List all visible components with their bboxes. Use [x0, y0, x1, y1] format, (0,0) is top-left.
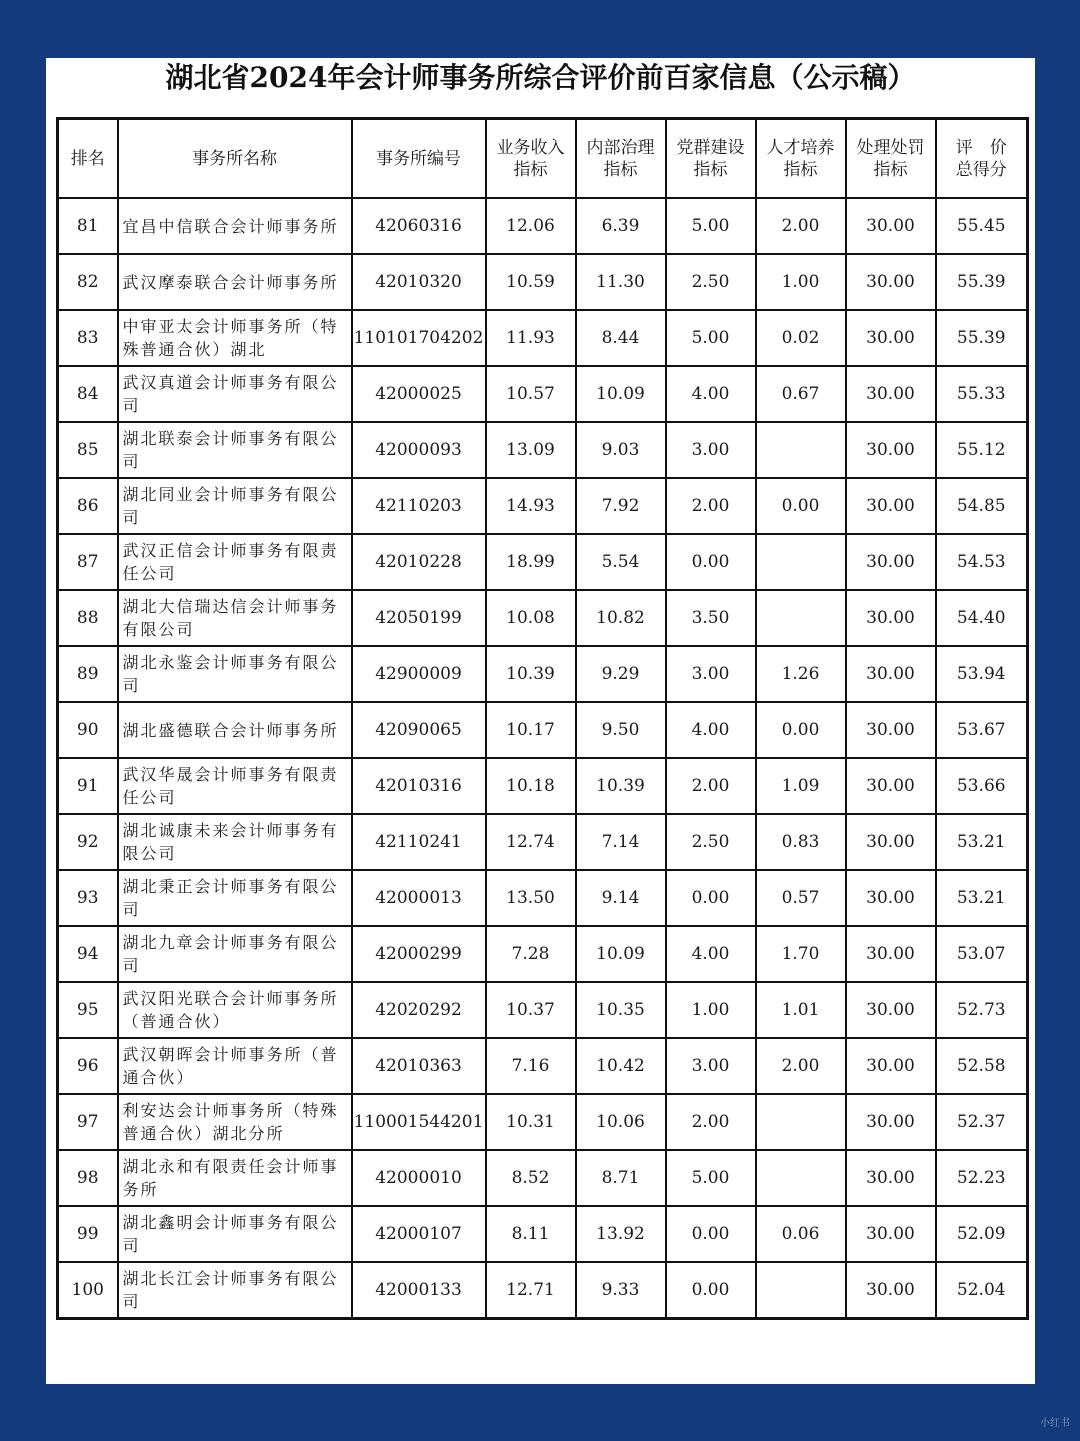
cell-total-score: 53.07	[936, 926, 1028, 982]
header-rank	[58, 119, 118, 199]
cell-rank: 97	[58, 1094, 118, 1150]
cell-governance-index: 10.82	[576, 590, 666, 646]
cell-total-score: 55.45	[936, 198, 1028, 254]
cell-revenue-index: 10.18	[486, 758, 576, 814]
table-row	[58, 534, 1028, 590]
cell-firm-name: 利安达会计师事务所（特殊普通合伙）湖北分所	[118, 1094, 352, 1150]
table-row	[58, 758, 1028, 814]
cell-rank: 85	[58, 422, 118, 478]
header-party-building-index	[666, 119, 756, 199]
header-label: 评 价	[955, 137, 1007, 158]
cell-rank: 89	[58, 646, 118, 702]
cell-party-building-index: 4.00	[666, 926, 756, 982]
cell-firm-name: 武汉华晟会计师事务有限责任公司	[118, 758, 352, 814]
cell-total-score: 52.04	[936, 1262, 1028, 1319]
cell-rank: 94	[58, 926, 118, 982]
cell-firm-id: 42000299	[352, 926, 486, 982]
header-label: 人才培养	[766, 137, 835, 158]
cell-talent-index	[756, 422, 846, 478]
cell-governance-index: 10.42	[576, 1038, 666, 1094]
cell-party-building-index: 3.00	[666, 422, 756, 478]
cell-firm-name: 湖北九章会计师事务有限公司	[118, 926, 352, 982]
cell-talent-index	[756, 1262, 846, 1319]
cell-total-score: 52.09	[936, 1206, 1028, 1262]
cell-rank: 84	[58, 366, 118, 422]
cell-penalty-index: 30.00	[846, 1150, 936, 1206]
header-label: 内部治理	[586, 137, 655, 158]
cell-firm-name: 武汉正信会计师事务有限责任公司	[118, 534, 352, 590]
cell-talent-index: 0.57	[756, 870, 846, 926]
cell-rank: 82	[58, 254, 118, 310]
cell-governance-index: 10.35	[576, 982, 666, 1038]
cell-governance-index: 10.06	[576, 1094, 666, 1150]
cell-total-score: 53.21	[936, 870, 1028, 926]
cell-total-score: 55.33	[936, 366, 1028, 422]
cell-party-building-index: 2.50	[666, 254, 756, 310]
cell-penalty-index: 30.00	[846, 534, 936, 590]
cell-governance-index: 13.92	[576, 1206, 666, 1262]
table-row	[58, 1094, 1028, 1150]
cell-penalty-index: 30.00	[846, 758, 936, 814]
cell-total-score: 52.73	[936, 982, 1028, 1038]
table-header-row	[58, 119, 1028, 199]
cell-penalty-index: 30.00	[846, 590, 936, 646]
cell-revenue-index: 8.52	[486, 1150, 576, 1206]
cell-total-score: 54.53	[936, 534, 1028, 590]
table-row	[58, 870, 1028, 926]
cell-penalty-index: 30.00	[846, 1038, 936, 1094]
cell-governance-index: 9.29	[576, 646, 666, 702]
cell-revenue-index: 7.28	[486, 926, 576, 982]
cell-firm-name: 湖北诚康未来会计师事务有限公司	[118, 814, 352, 870]
cell-firm-id: 42110241	[352, 814, 486, 870]
cell-talent-index: 2.00	[756, 198, 846, 254]
cell-party-building-index: 0.00	[666, 1206, 756, 1262]
header-label: 排名	[70, 148, 105, 169]
cell-talent-index: 0.83	[756, 814, 846, 870]
table-row	[58, 982, 1028, 1038]
cell-firm-id: 42000025	[352, 366, 486, 422]
cell-total-score: 54.85	[936, 478, 1028, 534]
cell-party-building-index: 2.00	[666, 758, 756, 814]
cell-party-building-index: 2.00	[666, 478, 756, 534]
cell-party-building-index: 0.00	[666, 1262, 756, 1319]
cell-firm-id: 42000013	[352, 870, 486, 926]
cell-talent-index: 1.00	[756, 254, 846, 310]
cell-talent-index: 0.06	[756, 1206, 846, 1262]
cell-firm-id: 42010316	[352, 758, 486, 814]
cell-rank: 83	[58, 310, 118, 366]
header-label: 处理处罚	[856, 137, 925, 158]
header-label: 业务收入	[496, 137, 565, 158]
cell-talent-index: 0.02	[756, 310, 846, 366]
cell-revenue-index: 10.31	[486, 1094, 576, 1150]
cell-party-building-index: 3.50	[666, 590, 756, 646]
header-label: 总得分	[955, 159, 1007, 180]
cell-rank: 90	[58, 702, 118, 758]
table-row	[58, 590, 1028, 646]
cell-penalty-index: 30.00	[846, 198, 936, 254]
cell-rank: 100	[58, 1262, 118, 1319]
header-revenue-index	[486, 119, 576, 199]
table-row	[58, 310, 1028, 366]
cell-firm-id: 42010228	[352, 534, 486, 590]
cell-firm-id: 42050199	[352, 590, 486, 646]
cell-penalty-index: 30.00	[846, 310, 936, 366]
table-row	[58, 1150, 1028, 1206]
header-label: 指标	[603, 159, 638, 180]
cell-firm-name: 湖北鑫明会计师事务有限公司	[118, 1206, 352, 1262]
cell-penalty-index: 30.00	[846, 926, 936, 982]
cell-firm-id: 42020292	[352, 982, 486, 1038]
cell-total-score: 53.21	[936, 814, 1028, 870]
cell-revenue-index: 12.06	[486, 198, 576, 254]
cell-rank: 96	[58, 1038, 118, 1094]
cell-firm-name: 湖北秉正会计师事务有限公司	[118, 870, 352, 926]
cell-penalty-index: 30.00	[846, 254, 936, 310]
cell-governance-index: 10.39	[576, 758, 666, 814]
cell-talent-index: 2.00	[756, 1038, 846, 1094]
cell-penalty-index: 30.00	[846, 702, 936, 758]
cell-party-building-index: 3.00	[666, 646, 756, 702]
cell-penalty-index: 30.00	[846, 646, 936, 702]
cell-party-building-index: 1.00	[666, 982, 756, 1038]
cell-talent-index: 1.09	[756, 758, 846, 814]
table-row	[58, 1206, 1028, 1262]
header-penalty-index	[846, 119, 936, 199]
table-row	[58, 478, 1028, 534]
cell-revenue-index: 10.57	[486, 366, 576, 422]
cell-party-building-index: 0.00	[666, 870, 756, 926]
header-firm-id	[352, 119, 486, 199]
document-page	[46, 58, 1035, 1384]
cell-governance-index: 9.03	[576, 422, 666, 478]
header-label: 指标	[873, 159, 908, 180]
cell-revenue-index: 18.99	[486, 534, 576, 590]
cell-penalty-index: 30.00	[846, 814, 936, 870]
cell-party-building-index: 3.00	[666, 1038, 756, 1094]
cell-governance-index: 8.71	[576, 1150, 666, 1206]
cell-firm-name: 湖北长江会计师事务有限公司	[118, 1262, 352, 1319]
cell-talent-index	[756, 590, 846, 646]
cell-total-score: 52.37	[936, 1094, 1028, 1150]
header-label: 指标	[783, 159, 818, 180]
header-firm-name	[118, 119, 352, 199]
cell-governance-index: 8.44	[576, 310, 666, 366]
cell-governance-index: 9.14	[576, 870, 666, 926]
cell-total-score: 52.23	[936, 1150, 1028, 1206]
cell-firm-name: 武汉真道会计师事务有限公司	[118, 366, 352, 422]
cell-talent-index	[756, 1094, 846, 1150]
cell-party-building-index: 5.00	[666, 310, 756, 366]
header-label: 指标	[693, 159, 728, 180]
cell-penalty-index: 30.00	[846, 982, 936, 1038]
cell-rank: 98	[58, 1150, 118, 1206]
cell-rank: 87	[58, 534, 118, 590]
cell-governance-index: 11.30	[576, 254, 666, 310]
cell-governance-index: 9.50	[576, 702, 666, 758]
cell-revenue-index: 10.17	[486, 702, 576, 758]
cell-governance-index: 5.54	[576, 534, 666, 590]
cell-firm-name: 湖北盛德联合会计师事务所	[118, 702, 352, 758]
cell-talent-index: 0.00	[756, 702, 846, 758]
cell-penalty-index: 30.00	[846, 870, 936, 926]
cell-firm-id: 42110203	[352, 478, 486, 534]
cell-party-building-index: 0.00	[666, 534, 756, 590]
cell-revenue-index: 8.11	[486, 1206, 576, 1262]
cell-firm-id: 42010320	[352, 254, 486, 310]
cell-penalty-index: 30.00	[846, 1262, 936, 1319]
cell-firm-id: 42000107	[352, 1206, 486, 1262]
cell-firm-name: 武汉阳光联合会计师事务所（普通合伙）	[118, 982, 352, 1038]
table-row	[58, 814, 1028, 870]
cell-rank: 92	[58, 814, 118, 870]
cell-penalty-index: 30.00	[846, 366, 936, 422]
cell-governance-index: 7.14	[576, 814, 666, 870]
cell-rank: 91	[58, 758, 118, 814]
cell-revenue-index: 7.16	[486, 1038, 576, 1094]
cell-firm-name: 湖北永鉴会计师事务有限公司	[118, 646, 352, 702]
cell-revenue-index: 12.74	[486, 814, 576, 870]
table-row	[58, 646, 1028, 702]
table-row	[58, 1262, 1028, 1319]
cell-governance-index: 10.09	[576, 366, 666, 422]
cell-revenue-index: 11.93	[486, 310, 576, 366]
cell-penalty-index: 30.00	[846, 1094, 936, 1150]
cell-rank: 81	[58, 198, 118, 254]
cell-talent-index: 1.01	[756, 982, 846, 1038]
cell-revenue-index: 12.71	[486, 1262, 576, 1319]
cell-revenue-index: 13.50	[486, 870, 576, 926]
cell-total-score: 53.67	[936, 702, 1028, 758]
cell-rank: 99	[58, 1206, 118, 1262]
header-total-score	[936, 119, 1028, 199]
cell-rank: 93	[58, 870, 118, 926]
cell-talent-index: 1.26	[756, 646, 846, 702]
cell-party-building-index: 4.00	[666, 366, 756, 422]
cell-governance-index: 9.33	[576, 1262, 666, 1319]
cell-firm-name: 武汉朝晖会计师事务所（普通合伙）	[118, 1038, 352, 1094]
cell-governance-index: 7.92	[576, 478, 666, 534]
document-title: 湖北省2024年会计师事务所综合评价前百家信息（公示稿）	[165, 61, 916, 94]
cell-total-score: 55.39	[936, 254, 1028, 310]
table-row	[58, 366, 1028, 422]
table-body	[58, 198, 1028, 1319]
cell-talent-index: 1.70	[756, 926, 846, 982]
cell-total-score: 52.58	[936, 1038, 1028, 1094]
cell-firm-name: 中审亚太会计师事务所（特殊普通合伙）湖北	[118, 310, 352, 366]
cell-rank: 95	[58, 982, 118, 1038]
cell-firm-id: 42060316	[352, 198, 486, 254]
cell-revenue-index: 10.59	[486, 254, 576, 310]
table-row	[58, 926, 1028, 982]
header-governance-index	[576, 119, 666, 199]
cell-revenue-index: 10.08	[486, 590, 576, 646]
cell-revenue-index: 13.09	[486, 422, 576, 478]
cell-rank: 88	[58, 590, 118, 646]
cell-penalty-index: 30.00	[846, 478, 936, 534]
header-label: 党群建设	[676, 137, 745, 158]
header-label: 指标	[513, 159, 548, 180]
cell-firm-id: 42900009	[352, 646, 486, 702]
cell-firm-id: 42000133	[352, 1262, 486, 1319]
cell-party-building-index: 4.00	[666, 702, 756, 758]
cell-firm-id: 42000010	[352, 1150, 486, 1206]
cell-party-building-index: 5.00	[666, 1150, 756, 1206]
cell-firm-name: 武汉摩泰联合会计师事务所	[118, 254, 352, 310]
table-row	[58, 702, 1028, 758]
cell-total-score: 55.12	[936, 422, 1028, 478]
watermark-text: 小红书	[1040, 1418, 1070, 1429]
cell-talent-index	[756, 1150, 846, 1206]
table-row	[58, 198, 1028, 254]
header-talent-index	[756, 119, 846, 199]
cell-total-score: 53.66	[936, 758, 1028, 814]
table-row	[58, 254, 1028, 310]
cell-governance-index: 10.09	[576, 926, 666, 982]
cell-firm-id: 110001544201	[352, 1094, 486, 1150]
cell-firm-name: 湖北同业会计师事务有限公司	[118, 478, 352, 534]
cell-firm-name: 宜昌中信联合会计师事务所	[118, 198, 352, 254]
ranking-table	[56, 117, 1029, 1320]
cell-party-building-index: 2.00	[666, 1094, 756, 1150]
cell-firm-id: 42000093	[352, 422, 486, 478]
cell-firm-name: 湖北大信瑞达信会计师事务有限公司	[118, 590, 352, 646]
cell-revenue-index: 10.39	[486, 646, 576, 702]
cell-total-score: 55.39	[936, 310, 1028, 366]
cell-talent-index: 0.00	[756, 478, 846, 534]
cell-firm-id: 42010363	[352, 1038, 486, 1094]
header-label: 事务所编号	[376, 148, 461, 169]
cell-firm-id: 42090065	[352, 702, 486, 758]
cell-penalty-index: 30.00	[846, 1206, 936, 1262]
cell-talent-index: 0.67	[756, 366, 846, 422]
cell-rank: 86	[58, 478, 118, 534]
cell-penalty-index: 30.00	[846, 422, 936, 478]
cell-revenue-index: 10.37	[486, 982, 576, 1038]
cell-party-building-index: 2.50	[666, 814, 756, 870]
cell-total-score: 53.94	[936, 646, 1028, 702]
cell-total-score: 54.40	[936, 590, 1028, 646]
table-row	[58, 1038, 1028, 1094]
cell-firm-name: 湖北永和有限责任会计师事务所	[118, 1150, 352, 1206]
table-row	[58, 422, 1028, 478]
cell-revenue-index: 14.93	[486, 478, 576, 534]
cell-firm-id: 110101704202	[352, 310, 486, 366]
cell-governance-index: 6.39	[576, 198, 666, 254]
cell-party-building-index: 5.00	[666, 198, 756, 254]
cell-firm-name: 湖北联泰会计师事务有限公司	[118, 422, 352, 478]
header-label: 事务所名称	[192, 148, 277, 169]
cell-talent-index	[756, 534, 846, 590]
